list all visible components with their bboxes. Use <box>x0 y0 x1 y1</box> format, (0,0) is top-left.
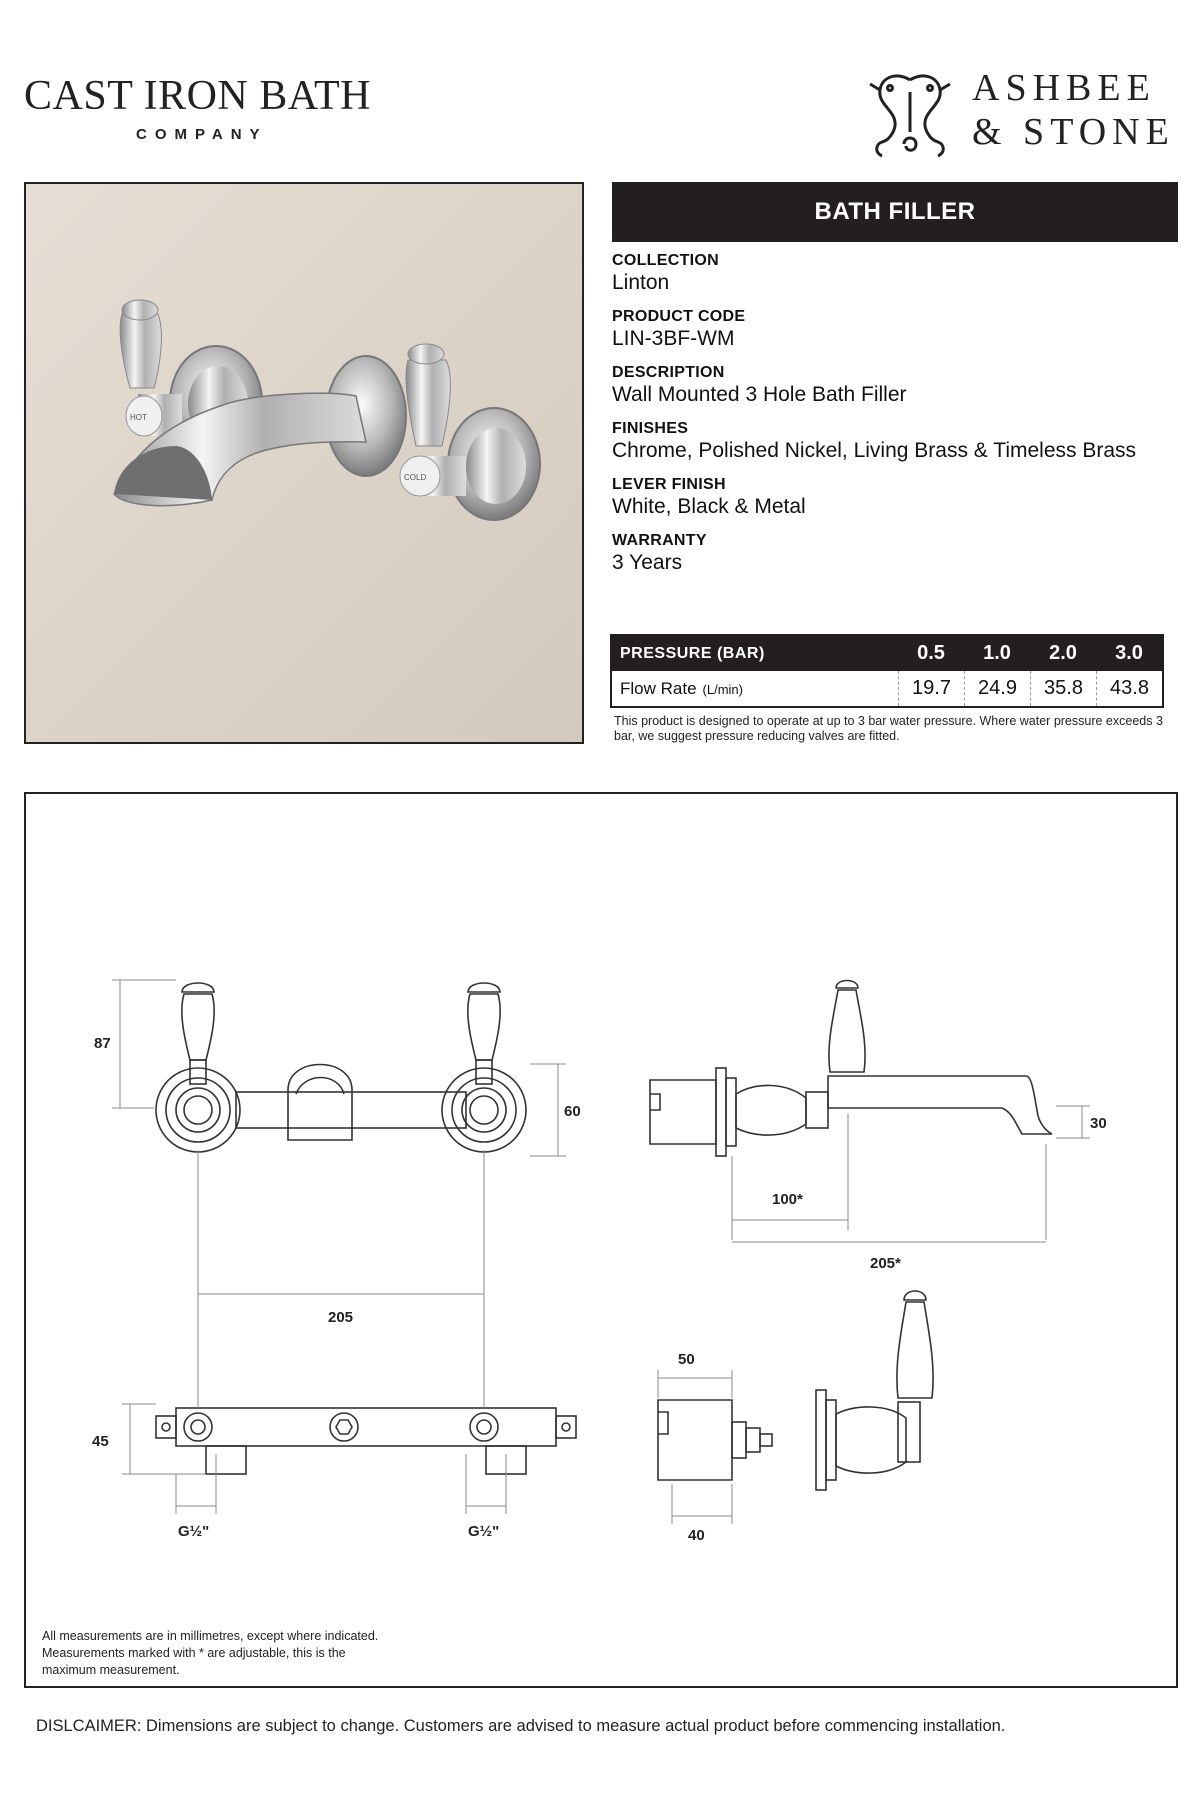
ashbee-stone-logo <box>860 62 1180 162</box>
flow-rate-value: 43.8 <box>1096 671 1162 706</box>
brand-subtitle: COMPANY <box>136 126 268 143</box>
spec-value: LIN-3BF-WM <box>612 327 735 350</box>
pressure-header-label: PRESSURE (BAR) <box>620 644 765 662</box>
dim-body-depth: 45 <box>92 1433 109 1450</box>
spec-item <box>612 252 1178 294</box>
brand-name: CAST IRON BATH <box>24 73 371 119</box>
pressure-value: 2.0 <box>1049 642 1077 664</box>
brand-word-1: ASHBEE <box>972 67 1156 109</box>
dim-valve-body: 50 <box>678 1351 695 1368</box>
spec-item <box>612 476 1178 518</box>
flow-rate-value: 35.8 <box>1030 671 1096 706</box>
flow-rate-value: 24.9 <box>964 671 1030 706</box>
spec-panel <box>612 182 1178 588</box>
spec-label: COLLECTION <box>612 252 719 269</box>
brand-word-2: & STONE <box>972 111 1175 153</box>
technical-drawing <box>24 792 1178 1688</box>
spec-value: 3 Years <box>612 551 683 574</box>
pressure-note: This product is designed to operate at up to 3 bar water pressure. Where water pressure exceeds 3 bar, we suggest pressure reducing valves are fitted. <box>614 714 1163 743</box>
pressure-value: 3.0 <box>1115 642 1143 664</box>
dim-front-height: 87 <box>94 1035 111 1052</box>
flow-rate-unit: (L/min) <box>702 681 743 697</box>
pressure-header-row <box>612 636 1162 671</box>
dim-side-reach: 205* <box>870 1255 901 1272</box>
spec-list <box>612 252 1178 574</box>
measurement-note-line: Measurements marked with * are adjustable, this is the <box>42 1646 346 1660</box>
cold-label: COLD <box>404 473 427 482</box>
side-view-drawing <box>650 981 1052 1157</box>
dimension-drawing <box>26 794 1180 1690</box>
hot-label: HOT <box>130 413 147 422</box>
pressure-value: 0.5 <box>917 642 945 664</box>
spec-label: LEVER FINISH <box>612 476 726 493</box>
dim-inlet-right: G½" <box>468 1523 500 1540</box>
spec-item <box>612 308 1178 350</box>
flow-rate-label <box>612 679 898 699</box>
spec-item <box>612 364 1178 406</box>
front-view-drawing <box>156 983 526 1152</box>
spec-item <box>612 532 1178 574</box>
spec-label: WARRANTY <box>612 532 707 549</box>
flow-rate-value: 19.7 <box>898 671 964 706</box>
pressure-value: 1.0 <box>983 642 1011 664</box>
valve-exploded-drawing <box>658 1291 933 1490</box>
product-heading: BATH FILLER <box>612 182 1178 242</box>
spec-value: White, Black & Metal <box>612 495 806 518</box>
spec-label: FINISHES <box>612 420 689 437</box>
dim-valve-base: 40 <box>688 1527 705 1544</box>
spec-value: Chrome, Polished Nickel, Living Brass & Timeless Brass <box>612 439 1137 462</box>
dim-spout-drop: 30 <box>1090 1115 1107 1132</box>
spec-label: PRODUCT CODE <box>612 308 746 325</box>
body-view-drawing <box>156 1408 576 1474</box>
spec-label: DESCRIPTION <box>612 364 725 381</box>
flow-rate-text: Flow Rate <box>620 678 697 698</box>
measurement-note-line: maximum measurement. <box>42 1663 180 1677</box>
product-photo <box>24 182 584 744</box>
dim-centers: 205 <box>328 1309 354 1326</box>
pressure-table <box>610 634 1164 708</box>
disclaimer-text: DISLCAIMER: Dimensions are subject to change. Customers are advised to measure actual product before commencing installation. <box>36 1717 1006 1735</box>
measurement-note-line: All measurements are in millimetres, except where indicated. <box>42 1629 379 1643</box>
spec-item <box>612 420 1178 462</box>
seahorse-emblem-icon <box>860 62 960 162</box>
dim-backplate: 60 <box>564 1103 581 1120</box>
flow-rate-row <box>612 671 1162 706</box>
dim-side-mid: 100* <box>772 1191 803 1208</box>
spec-value: Wall Mounted 3 Hole Bath Filler <box>612 383 907 406</box>
cast-iron-bath-logo <box>24 72 404 143</box>
dim-inlet-left: G½" <box>178 1523 210 1540</box>
spec-value: Linton <box>612 271 670 294</box>
measurement-note <box>42 1628 462 1679</box>
